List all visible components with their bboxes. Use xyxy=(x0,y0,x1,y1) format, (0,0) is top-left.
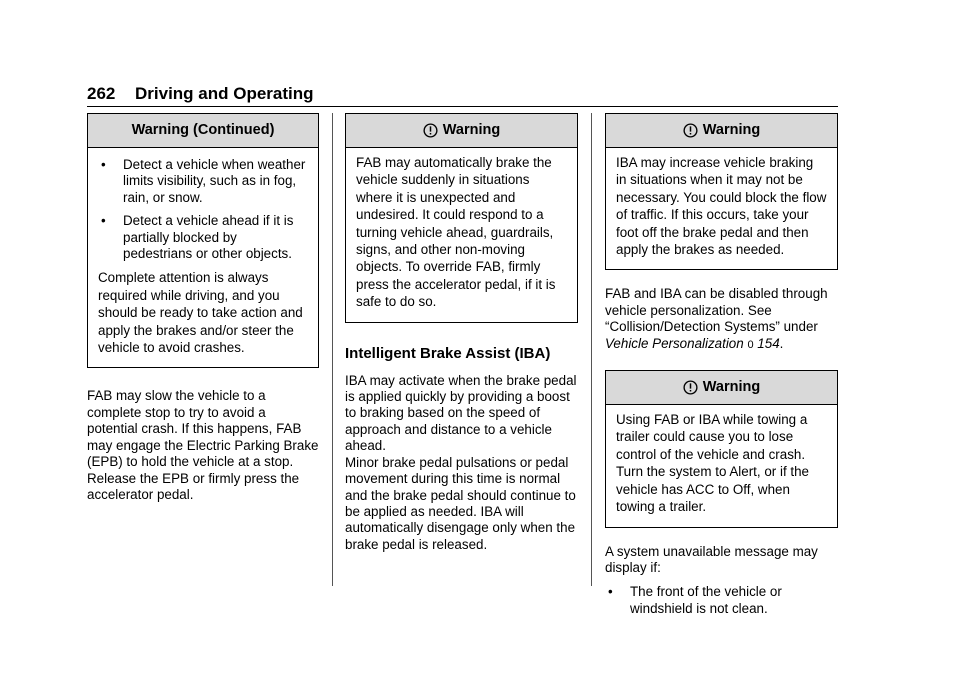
bullet-text: Detect a vehicle when weather limits visibility, such as in fog, rain, or snow. xyxy=(123,157,306,205)
warning-box-title: Warning xyxy=(442,122,501,139)
warning-box-title: Warning (Continued) xyxy=(88,114,318,148)
section-title: Driving and Operating xyxy=(135,84,314,103)
bullet-symbol: • xyxy=(101,157,106,172)
body-paragraph: FAB and IBA can be disabled through vehicle personalization. See “Collision/Detection Systems” under Vehicle Personalization 0 154. xyxy=(605,286,828,351)
warning-box xyxy=(605,370,838,527)
bullet-text: Detect a vehicle ahead if it is partially blocked by pedestrians or other objects. xyxy=(123,213,294,262)
page-number: 262 xyxy=(87,84,116,103)
column-3 xyxy=(605,113,838,617)
cross-reference-link[interactable]: Vehicle Personalization xyxy=(605,335,744,351)
section-heading: Intelligent Brake Assist (IBA) xyxy=(345,344,551,362)
column-1 xyxy=(87,113,319,503)
bullet-item xyxy=(605,584,838,617)
bullet-item xyxy=(98,157,308,206)
body-paragraph: FAB may slow the vehicle to a complete stop to try to avoid a potential crash. If this happens, FAB may engage the Electric Parking Brake (EPB) to hold the vehicle at a stop. Release the EPB or firmly press the accelerator pedal. xyxy=(87,388,319,502)
warning-box-title: Warning xyxy=(702,379,761,396)
header-rule xyxy=(87,106,838,107)
body-paragraph: Minor brake pedal pulsations or pedal movement during this time is normal and the brake pedal should continue to be applied as needed. IBA will automatically disengage only when the brake pedal is released. xyxy=(345,454,576,552)
warning-text: FAB may automatically brake the vehicle suddenly in situations where it is unexpected and undesired. It could respond to a turning vehicle ahead, guardrails, signs, and other non-moving objects. To override FAB, firmly press the accelerator pedal, if it is safe to do so. xyxy=(356,155,556,310)
column-divider-1 xyxy=(332,113,333,586)
column-divider-2 xyxy=(591,113,592,586)
column-2 xyxy=(345,113,578,553)
body-paragraph: A system unavailable message may display if: xyxy=(605,543,818,575)
page-header xyxy=(87,84,314,104)
warning-box xyxy=(345,113,578,323)
bullet-item xyxy=(98,213,308,262)
bullet-symbol: • xyxy=(608,584,613,600)
warning-icon xyxy=(423,123,438,138)
page-reference-number[interactable]: 154 xyxy=(757,335,780,351)
bullet-symbol: • xyxy=(101,213,106,229)
page-reference-icon: 0 xyxy=(747,338,754,351)
bullet-text: The front of the vehicle or windshield is not clean. xyxy=(630,584,782,616)
warning-box-continued xyxy=(87,113,319,368)
warning-text: IBA may increase vehicle braking in situations when it may not be necessary. You could block the flow of traffic. If this occurs, take your foot off the brake pedal and then apply the brakes as needed. xyxy=(616,155,827,258)
paragraph-text: FAB and IBA can be disabled through vehicle personalization. See “Collision/Detection Systems” under xyxy=(605,286,828,335)
body-paragraph: IBA may activate when the brake pedal is applied quickly by providing a boost to braking based on the speed of approach and distance to a vehicle ahead. xyxy=(345,372,577,454)
warning-icon xyxy=(683,380,698,395)
warning-box-title: Warning xyxy=(702,122,761,139)
warning-text: Using FAB or IBA while towing a trailer could cause you to lose control of the vehicle and crash. Turn the system to Alert, or if the vehicle has ACC to Off, when towing a trailer. xyxy=(616,412,809,515)
warning-icon xyxy=(683,123,698,138)
warning-text: Complete attention is always required while driving, and you should be ready to take action and apply the brakes and/or steer the vehicle to avoid crashes. xyxy=(98,270,303,356)
warning-box xyxy=(605,113,838,270)
